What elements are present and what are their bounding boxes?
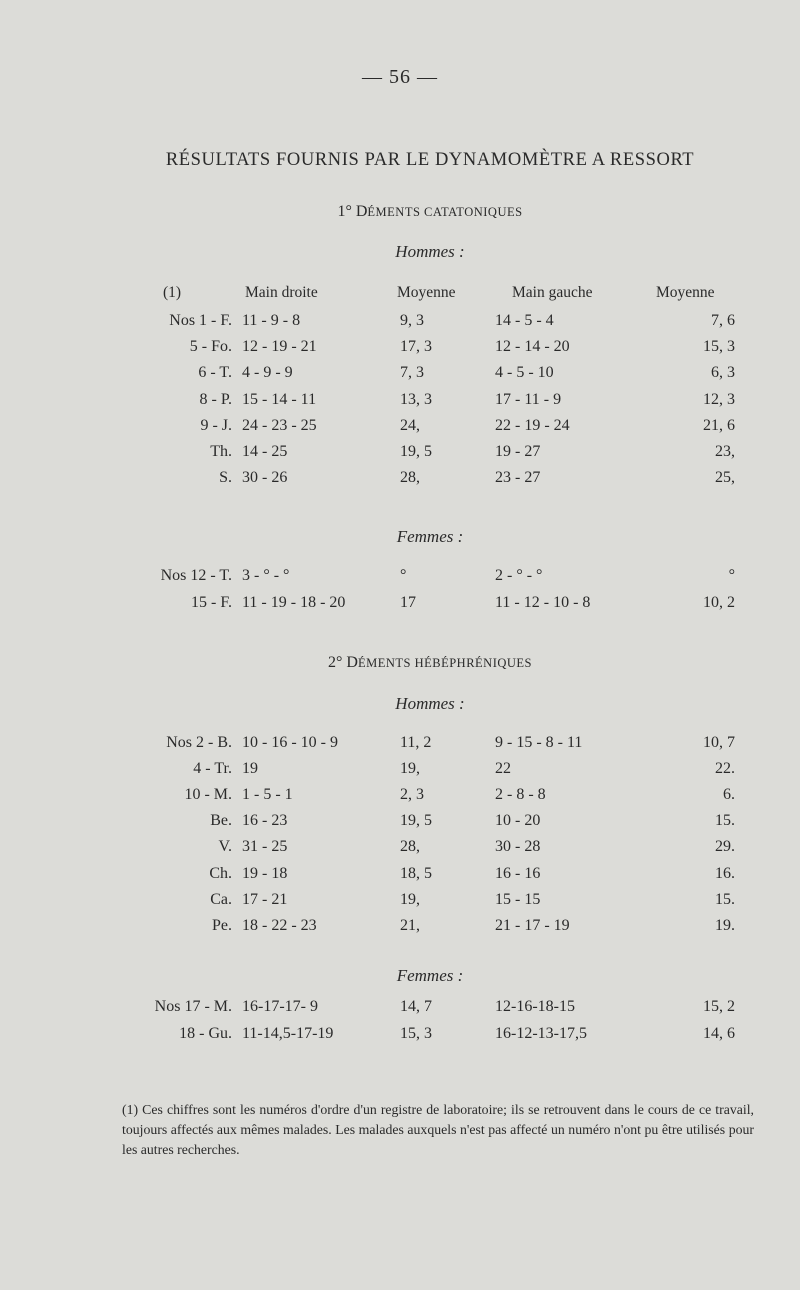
cell-moyenne-droite: 2, 3 [400, 786, 424, 804]
cell-ref: 10 - M. [184, 786, 232, 804]
cell-moyenne-gauche: 15, 3 [703, 338, 735, 356]
cell-main-gauche: 12 - 14 - 20 [495, 338, 570, 356]
cell-moyenne-droite: 19, 5 [400, 443, 432, 460]
cell-main-gauche: 15 - 15 [495, 890, 541, 908]
cell-moyenne-gauche: 15. [715, 812, 735, 830]
cell-moyenne-droite: 28, [400, 838, 420, 856]
cell-moyenne-gauche: 14, 6 [703, 1024, 735, 1042]
subheading-femmes-2: Femmes : [396, 966, 464, 985]
cell-moyenne-droite: 7, 3 [400, 364, 424, 382]
cell-ref: Nos 17 - M. [154, 998, 232, 1015]
cell-main-droite: 16-17-17- 9 [242, 998, 318, 1015]
cell-ref: Ch. [209, 864, 232, 882]
cell-moyenne-droite: 28, [400, 469, 420, 487]
cell-main-gauche: 21 - 17 - 19 [495, 916, 570, 934]
cell-moyenne-droite: 15, 3 [400, 1024, 432, 1042]
cell-moyenne-gauche: 16. [715, 864, 735, 882]
cell-moyenne-gauche: 22. [715, 760, 735, 778]
cell-ref: Th. [210, 443, 232, 460]
section-heading-1: 1° DÉMENTS CATATONIQUES [337, 203, 523, 220]
column-header-moyenne-gauche: Moyenne [656, 284, 715, 301]
table-row [0, 567, 800, 591]
cell-ref: Ca. [210, 890, 232, 908]
subheading-femmes-1: Femmes : [396, 527, 464, 546]
cell-moyenne-droite: 24, [400, 416, 420, 434]
cell-moyenne-gauche: 10, 7 [703, 734, 735, 751]
column-header-main-droite: Main droite [245, 284, 318, 301]
cell-ref: 15 - F. [191, 593, 232, 611]
table-row [0, 364, 800, 388]
cell-main-gauche: 16-12-13-17,5 [495, 1024, 587, 1042]
cell-main-gauche: 12-16-18-15 [495, 998, 575, 1015]
cell-ref: 9 - J. [200, 416, 232, 434]
cell-ref: Nos 12 - T. [160, 567, 232, 584]
cell-main-droite: 4 - 9 - 9 [242, 364, 293, 382]
cell-ref: S. [219, 469, 232, 487]
cell-main-gauche: 4 - 5 - 10 [495, 364, 554, 382]
cell-main-droite: 10 - 16 - 10 - 9 [242, 734, 338, 751]
cell-moyenne-gauche: 21, 6 [703, 416, 735, 434]
cell-main-droite: 3 - ° - ° [242, 567, 290, 584]
table-row [0, 734, 800, 758]
table-row [0, 594, 800, 618]
cell-main-droite: 18 - 22 - 23 [242, 916, 317, 934]
table-row [0, 417, 800, 441]
cell-ref: Pe. [212, 916, 232, 934]
table-row [0, 760, 800, 784]
cell-moyenne-gauche: 29. [715, 838, 735, 856]
cell-ref: 5 - Fo. [189, 338, 232, 356]
table-row [0, 391, 800, 415]
cell-main-droite: 30 - 26 [242, 469, 288, 487]
table-row [0, 891, 800, 915]
cell-moyenne-droite: 11, 2 [400, 734, 432, 751]
cell-moyenne-gauche: 15, 2 [703, 998, 735, 1015]
cell-main-gauche: 2 - 8 - 8 [495, 786, 546, 804]
cell-main-gauche: 10 - 20 [495, 812, 541, 830]
cell-main-droite: 12 - 19 - 21 [242, 338, 317, 356]
cell-moyenne-droite: 17, 3 [400, 338, 432, 356]
cell-moyenne-droite: 9, 3 [400, 312, 424, 329]
cell-moyenne-droite: 19, [400, 760, 420, 778]
cell-moyenne-gauche: 12, 3 [703, 390, 735, 408]
cell-main-gauche: 11 - 12 - 10 - 8 [495, 593, 591, 611]
table-row [0, 443, 800, 467]
table-row [0, 312, 800, 336]
cell-main-droite: 14 - 25 [242, 443, 288, 460]
table-row [0, 998, 800, 1022]
cell-main-droite: 17 - 21 [242, 890, 288, 908]
column-header-ref: (1) [163, 284, 182, 301]
cell-moyenne-gauche: 6. [723, 786, 735, 804]
footnote: (1) Ces chiffres sont les numéros d'ordre d'un registre de laboratoire; ils se retrouvent dans le cours de ce travail, toujours affectés aux mêmes malades. Les malades auxquels n'est pas affecté un numéro n'ont pu être utilisés pour les autres recherches. [122, 1102, 754, 1157]
cell-moyenne-gauche: 15. [715, 890, 735, 908]
cell-main-gauche: 23 - 27 [495, 469, 541, 487]
cell-moyenne-gauche: 6, 3 [711, 364, 735, 382]
cell-main-gauche: 30 - 28 [495, 838, 541, 856]
table-row [0, 786, 800, 810]
cell-main-droite: 31 - 25 [242, 838, 288, 856]
cell-main-gauche: 22 [495, 760, 511, 778]
cell-moyenne-droite: 19, [400, 890, 420, 908]
cell-moyenne-gauche: ° [728, 567, 735, 584]
cell-moyenne-gauche: 10, 2 [703, 593, 735, 611]
cell-ref: V. [218, 838, 232, 856]
subheading-hommes-1: Hommes : [395, 242, 465, 261]
cell-ref: 18 - Gu. [179, 1024, 232, 1042]
cell-main-gauche: 16 - 16 [495, 864, 541, 882]
table-row [0, 838, 800, 862]
column-header-main-gauche: Main gauche [512, 284, 593, 301]
cell-ref: 4 - Tr. [193, 760, 232, 778]
cell-moyenne-droite: 18, 5 [400, 864, 432, 882]
cell-main-droite: 19 [242, 760, 258, 778]
cell-main-droite: 11-14,5-17-19 [242, 1024, 334, 1042]
table-row [0, 812, 800, 836]
cell-ref: 6 - T. [198, 364, 232, 382]
cell-main-gauche: 2 - ° - ° [495, 567, 543, 584]
cell-main-droite: 24 - 23 - 25 [242, 416, 317, 434]
cell-main-droite: 19 - 18 [242, 864, 288, 882]
subheading-hommes-2: Hommes : [395, 694, 465, 713]
cell-main-droite: 15 - 14 - 11 [242, 390, 317, 408]
cell-main-droite: 11 - 9 - 8 [242, 312, 301, 329]
cell-main-gauche: 22 - 19 - 24 [495, 416, 570, 434]
column-header-moyenne-droite: Moyenne [397, 284, 456, 301]
cell-main-gauche: 9 - 15 - 8 - 11 [495, 734, 583, 751]
cell-main-droite: 11 - 19 - 18 - 20 [242, 593, 346, 611]
cell-moyenne-droite: 19, 5 [400, 812, 432, 830]
cell-moyenne-gauche: 7, 6 [711, 312, 735, 329]
cell-moyenne-droite: 17 [400, 593, 416, 611]
table-row [0, 865, 800, 889]
cell-main-gauche: 14 - 5 - 4 [495, 312, 554, 329]
cell-main-gauche: 19 - 27 [495, 443, 541, 460]
table-row [0, 469, 800, 493]
cell-main-droite: 16 - 23 [242, 812, 288, 830]
cell-moyenne-gauche: 25, [715, 469, 735, 487]
cell-moyenne-gauche: 23, [715, 443, 735, 460]
page-number: — 56 — [362, 66, 438, 88]
cell-main-gauche: 17 - 11 - 9 [495, 390, 562, 408]
cell-moyenne-droite: ° [400, 567, 407, 584]
cell-ref: 8 - P. [199, 390, 232, 408]
table-row [0, 1025, 800, 1049]
table-row [0, 917, 800, 941]
cell-main-droite: 1 - 5 - 1 [242, 786, 293, 804]
section-heading-2: 2° DÉMENTS HÉBÉPHRÉNIQUES [327, 654, 532, 671]
cell-ref: Nos 2 - B. [166, 734, 232, 751]
page-title: RÉSULTATS FOURNIS PAR LE DYNAMOMÈTRE A RESSORT [165, 150, 695, 170]
cell-moyenne-droite: 13, 3 [400, 390, 432, 408]
cell-moyenne-gauche: 19. [715, 916, 735, 934]
cell-moyenne-droite: 21, [400, 916, 420, 934]
cell-moyenne-droite: 14, 7 [400, 998, 432, 1015]
table-row [0, 338, 800, 362]
cell-ref: Be. [210, 812, 232, 830]
cell-ref: Nos 1 - F. [169, 312, 232, 329]
